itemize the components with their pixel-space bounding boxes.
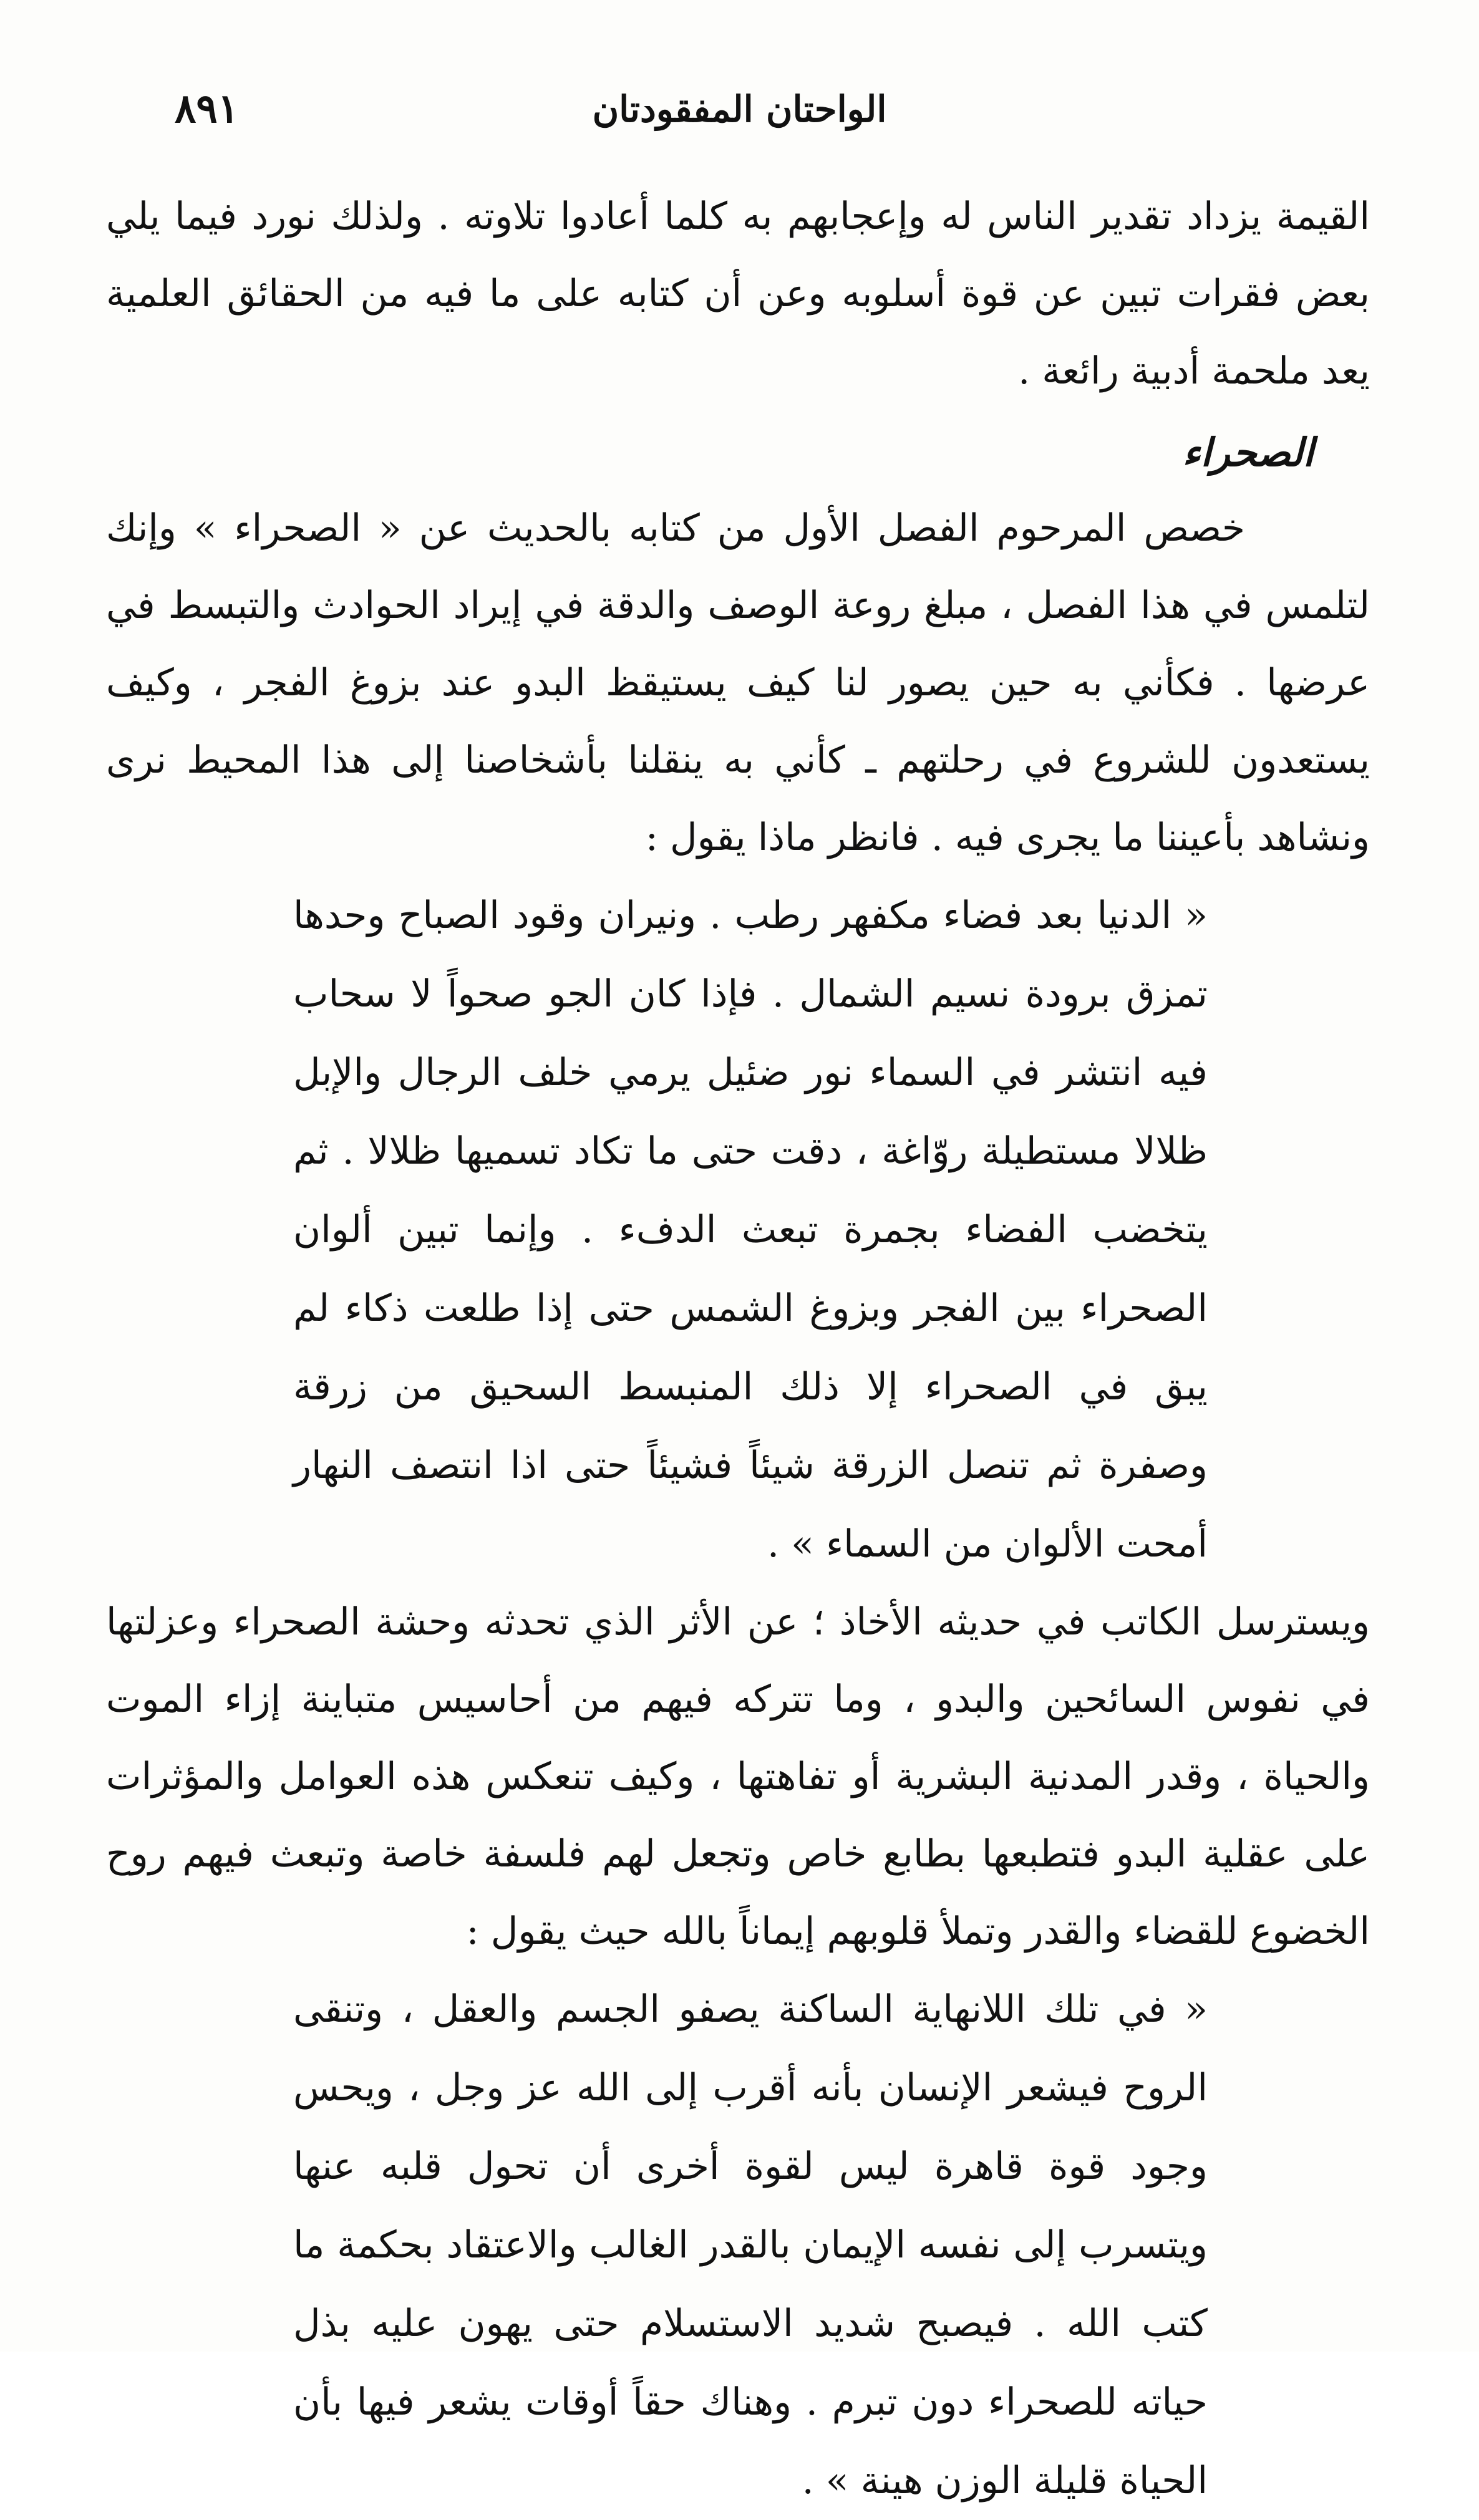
paragraph-desert: خصص المرحوم الفصل الأول من كتابه بالحديث عن « الصحراء » وإنك لتلمس في هذا الفصل ، مبلغ روعة الوصف والدقة في إيراد الحوادث والتبسط في عرضها . فكأني به حين يصور لنا كيف يستيقظ البدو عند بزوغ الفجر ، وكيف يستعدون للشروع في رحلتهم ـ كأني به ينقلنا بأشخاصنا إلى هذا المحيط نرى ونشاهد بأعيننا ما يجرى فيه . فانظر ماذا يقول : [106, 506, 1370, 859]
page-number: ٨٩١ [175, 85, 240, 132]
page-header [119, 75, 1360, 143]
paragraph-solitude: ويسترسل الكاتب في حديثه الأخاذ ؛ عن الأثر الذي تحدثه وحشة الصحراء وعزلتها في نفوس السائحين والبدو ، وما تتركه فيهم من أحاسيس متباينة إزاء الموت والحياة ، وقدر المدنية البشرية أو تفاهتها ، وكيف تنعكس هذه العوامل والمؤثرات على عقلية البدو فتطبعها بطابع خاص وتجعل لهم فلسفة خاصة وتبعث فيهم روح الخضوع للقضاء والقدر وتملأ قلوبهم إيماناً بالله حيث يقول : [106, 1600, 1370, 1953]
intro-paragraph: القيمة يزداد تقدير الناس له وإعجابهم به كلما أعادوا تلاوته . ولذلك نورد فيما يلي بعض فقرات تبين عن قوة أسلوبه وعن أن كتابه على ما فيه من الحقائق العلمية يعد ملحمة أدبية رائعة . [106, 195, 1370, 393]
page-body [106, 178, 1370, 2520]
running-title: الواحتان المفقودتان [592, 88, 887, 130]
quote-dawn: « الدنيا بعد فضاء مكفهر رطب . ونيران وقود الصباح وحدها تمزق برودة نسيم الشمال . فإذا كان الجو صحواً لا سحاب فيه انتشر في السماء نور ضئيل يرمي خلف الرجال والإبل ظلالا مستطيلة روّاغة ، دقت حتى ما تكاد تسميها ظلالا . ثم يتخضب الفضاء بجمرة تبعث الدفء . وإنما تبين ألوان الصحراء بين الفجر وبزوغ الشمس حتى إذا طلعت ذكاء لم يبق في الصحراء إلا ذلك المنبسط السحيق من زرقة وصفرة ثم تنصل الزرقة شيئاً فشيئاً حتى اذا انتصف النهار أمحت الألوان من السماء » . [293, 894, 1208, 1566]
quote-faith: « في تلك اللانهاية الساكنة يصفو الجسم والعقل ، وتنقى الروح فيشعر الإنسان بأنه أقرب إلى الله عز وجل ، ويحس وجود قوة قاهرة ليس لقوة أخرى أن تحول قلبه عنها ويتسرب إلى نفسه الإيمان بالقدر الغالب والاعتقاد بحكمة ما كتب الله . فيصبح شديد الاستسلام حتى يهون عليه بذل حياته للصحراء دون تبرم . وهناك حقاً أوقات يشعر فيها بأن الحياة قليلة الوزن هينة » . [293, 1987, 1208, 2503]
section-heading: الصحراء [1182, 430, 1314, 475]
